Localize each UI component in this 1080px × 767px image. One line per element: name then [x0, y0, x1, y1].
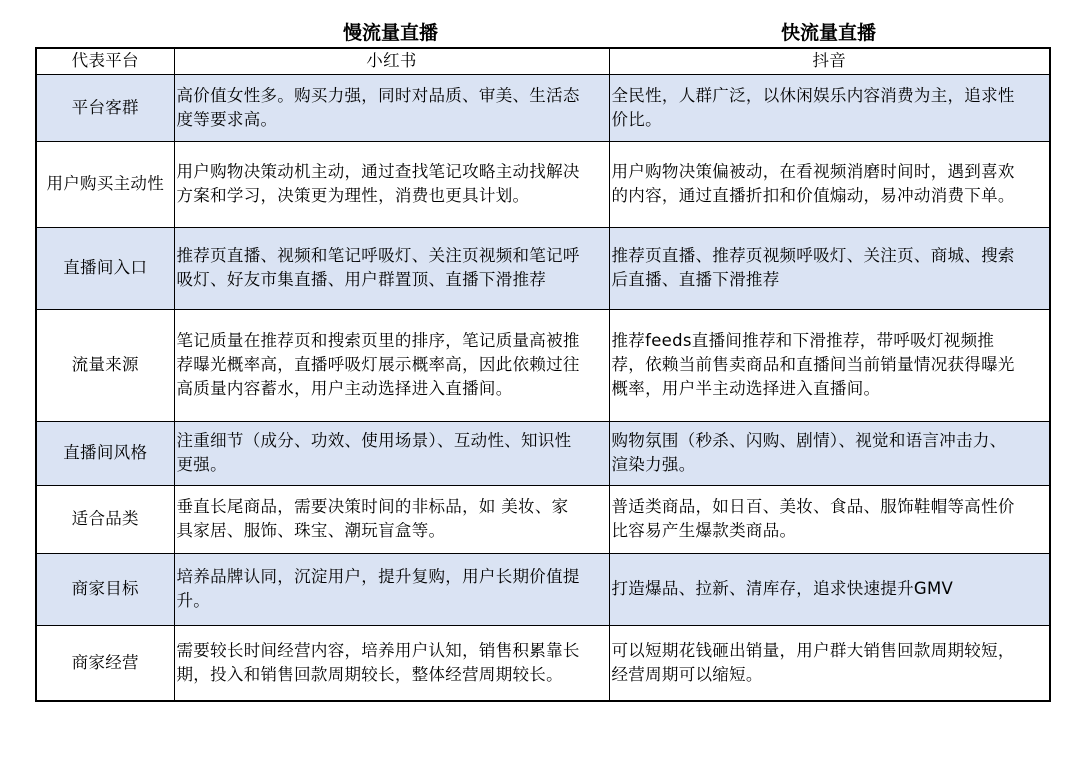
table-row	[36, 74, 1050, 141]
fast-cell: 打造爆品、拉新、清库存，追求快速提升GMV	[609, 553, 1050, 625]
slow-cell: 需要较长时间经营内容，培养用户认知，销售积累靠长 期，投入和销售回款周期较长，整体经营周期较长。	[174, 625, 609, 701]
comparison-table	[35, 47, 1051, 702]
table-row	[36, 625, 1050, 701]
fast-cell: 推荐页直播、推荐页视频呼吸灯、关注页、商城、搜索 后直播、直播下滑推荐	[609, 227, 1050, 309]
fast-cell: 推荐feeds直播间推荐和下滑推荐，带呼吸灯视频推 荐，依赖当前售卖商品和直播间当前销量情况获得曝光 概率，用户半主动选择进入直播间。	[609, 309, 1050, 421]
fast-cell: 购物氛围（秒杀、闪购、剧情）、视觉和语言冲击力、 渲染力强。	[609, 421, 1050, 485]
row-label: 直播间风格	[36, 421, 174, 485]
slow-cell: 用户购物决策动机主动，通过查找笔记攻略主动找解决 方案和学习，决策更为理性，消费也更具计划。	[174, 141, 609, 227]
row-label: 流量来源	[36, 309, 174, 421]
slow-cell: 培养品牌认同，沉淀用户，提升复购，用户长期价值提 升。	[174, 553, 609, 625]
slow-cell: 推荐页直播、视频和笔记呼吸灯、关注页视频和笔记呼 吸灯、好友市集直播、用户群置顶、直播下滑推荐	[174, 227, 609, 309]
row-label: 适合品类	[36, 485, 174, 553]
fast-cell: 全民性，人群广泛，以休闲娱乐内容消费为主，追求性 价比。	[609, 74, 1050, 141]
table-row	[36, 553, 1050, 625]
header-row	[36, 48, 1050, 74]
row-label: 直播间入口	[36, 227, 174, 309]
slow-cell: 笔记质量在推荐页和搜索页里的排序，笔记质量高被推 荐曝光概率高，直播呼吸灯展示概率高，因此依赖过往 高质量内容蓄水，用户主动选择进入直播间。	[174, 309, 609, 421]
row-label: 代表平台	[36, 48, 174, 74]
slow-cell: 垂直长尾商品，需要决策时间的非标品，如 美妆、家 具家居、服饰、珠宝、潮玩盲盒等。	[174, 485, 609, 553]
row-label: 平台客群	[36, 74, 174, 141]
fast-platform: 抖音	[609, 48, 1050, 74]
fast-stream-title: 快流量直播	[780, 22, 876, 44]
table-row	[36, 309, 1050, 421]
row-label: 商家经营	[36, 625, 174, 701]
slow-platform: 小红书	[174, 48, 609, 74]
slow-cell: 高价值女性多。购买力强，同时对品质、审美、生活态 度等要求高。	[174, 74, 609, 141]
fast-cell: 普适类商品，如日百、美妆、食品、服饰鞋帽等高性价 比容易产生爆款类商品。	[609, 485, 1050, 553]
row-label: 商家目标	[36, 553, 174, 625]
table-row	[36, 141, 1050, 227]
slow-cell: 注重细节（成分、功效、使用场景）、互动性、知识性 更强。	[174, 421, 609, 485]
fast-cell: 可以短期花钱砸出销量，用户群大销售回款周期较短， 经营周期可以缩短。	[609, 625, 1050, 701]
fast-cell: 用户购物决策偏被动，在看视频消磨时间时，遇到喜欢 的内容，通过直播折扣和价值煽动，易冲动消费下单。	[609, 141, 1050, 227]
slow-stream-title: 慢流量直播	[342, 22, 438, 44]
table-row	[36, 227, 1050, 309]
table-row	[36, 421, 1050, 485]
table-row	[36, 485, 1050, 553]
row-label: 用户购买主动性	[36, 141, 174, 227]
